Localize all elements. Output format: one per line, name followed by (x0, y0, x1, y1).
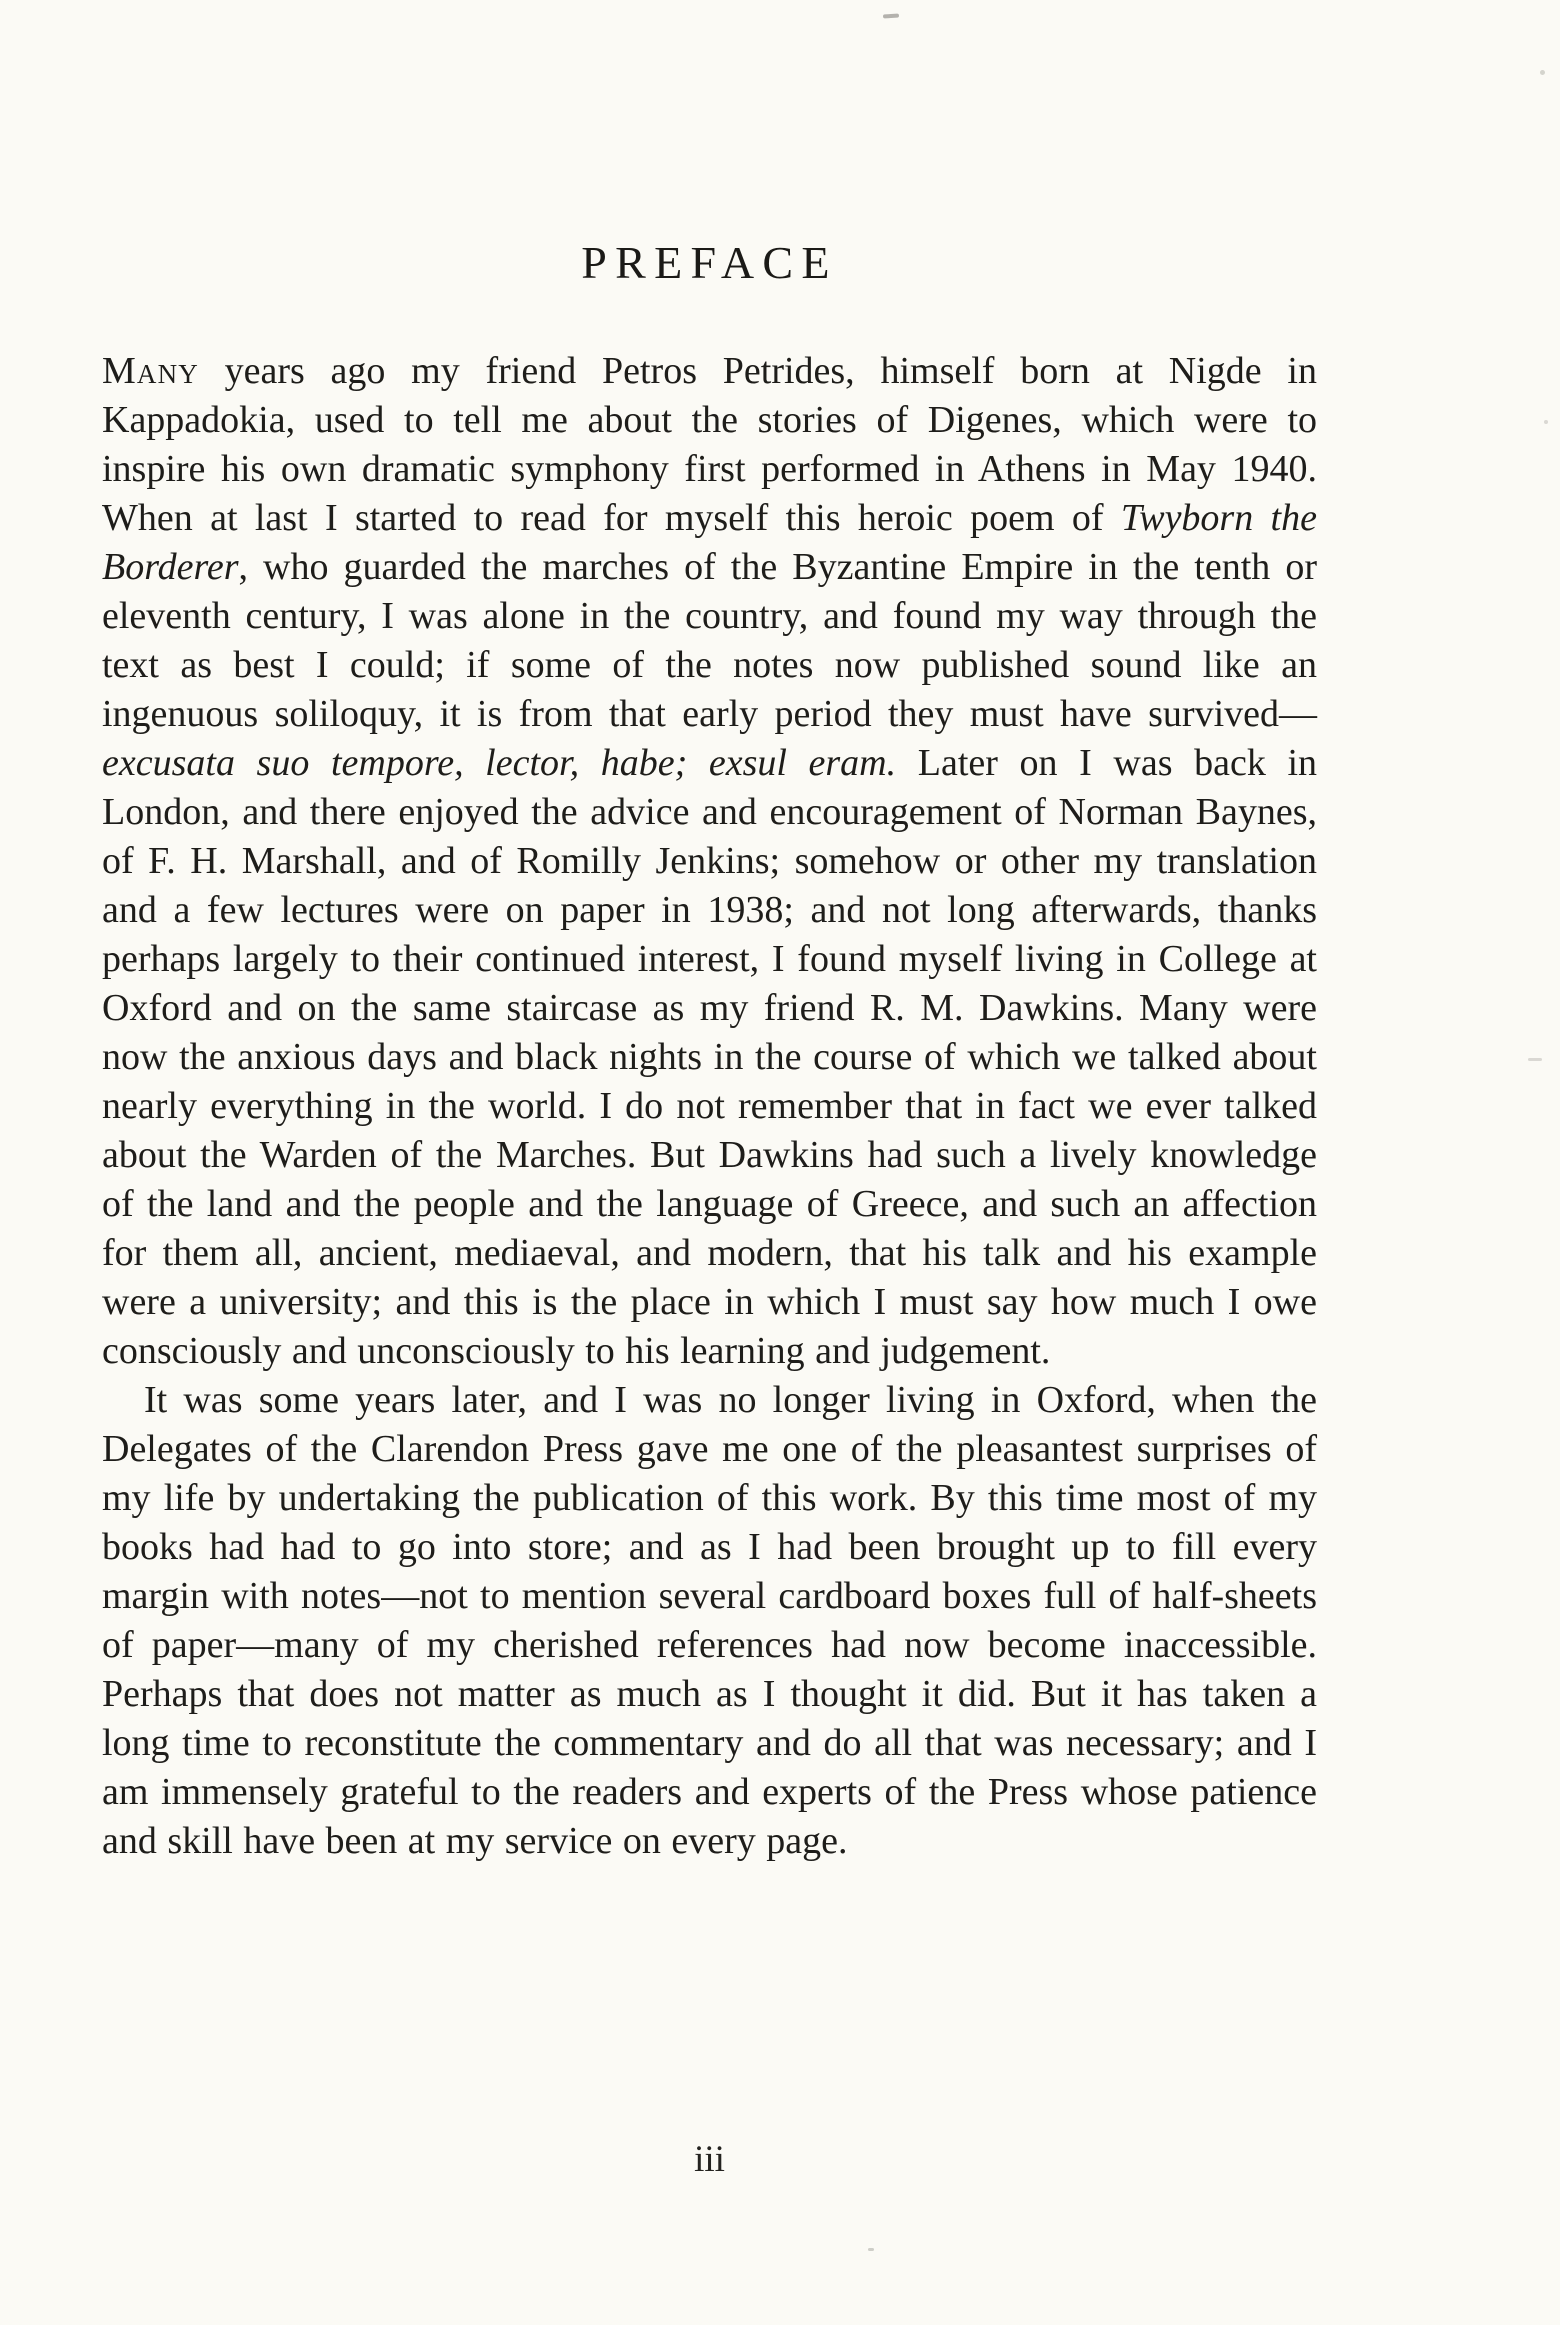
text-segment-italic: Twyborn the Borderer (102, 497, 1317, 588)
text-segment: It was some years later, and I was no longer living in Oxford, when the Delegates of the Clarendon Press gave me one of the pleasantest surprises of my life by undertaking the publication of this work. By this time most of my books had had to go into store; and as I had been brought up to fill every margin with notes—not to mention several cardboard boxes full of half-sheets of paper—many of my cherished references had now become inaccessible. Perhaps that does not matter as much as I thought it did. But it has taken a long time to reconstitute the commentary and do all that was necessary; and I am immensely grateful to the readers and experts of the Press whose patience and skill have been at my service on every page. (102, 1379, 1317, 1862)
scan-speck (1544, 420, 1548, 424)
scan-speck (1528, 1058, 1542, 1061)
scan-speck (1540, 70, 1545, 75)
page-number: iii (694, 2139, 725, 2180)
text-block (102, 236, 1317, 1866)
paragraph (102, 347, 1317, 1376)
scan-speck (868, 2248, 874, 2251)
paragraph (102, 1376, 1317, 1866)
text-segment: Later on I was back in London, and there enjoyed the advice and encouragement of Norman Baynes, of F. H. Marshall, and of Romilly Jenkins; somehow or other my translation and a few lectures were on paper in 1938; and not long afterwards, thanks perhaps largely to their continued interest, I found myself living in College at Oxford and on the same staircase as my friend R. M. Dawkins. Many were now the anxious days and black nights in the course of which we talked about nearly everything in the world. I do not remember that in fact we ever talked about the Warden of the Marches. But Dawkins had such a lively knowledge of the land and the people and the language of Greece, and such an affection for them all, ancient, mediaeval, and modern, that his talk and his example were a university; and this is the place in which I must say how much I owe consciously and unconsciously to his learning and judgement. (102, 742, 1318, 1372)
text-segment-italic: excusata suo tempore, lector, habe; exsul eram. (102, 742, 897, 784)
text-segment: , who guarded the marches of the Byzantine Empire in the tenth or eleventh century, I was alone in the country, and found my way through the text as best I could; if some of the notes now published sound like an ingenuous soliloquy, it is from that early period they must have survived— (102, 546, 1317, 735)
page-title: PREFACE (581, 237, 838, 288)
scan-speck (883, 13, 899, 18)
text-segment-smallcaps: Many (102, 350, 199, 392)
text-segment: years ago my friend Petros Petrides, himself born at Nigde in Kappadokia, used to tell me about the stories of Digenes, which were to inspire his own dramatic symphony first performed in Athens in May 1940. When at last I started to read for myself this heroic poem of (102, 350, 1317, 539)
